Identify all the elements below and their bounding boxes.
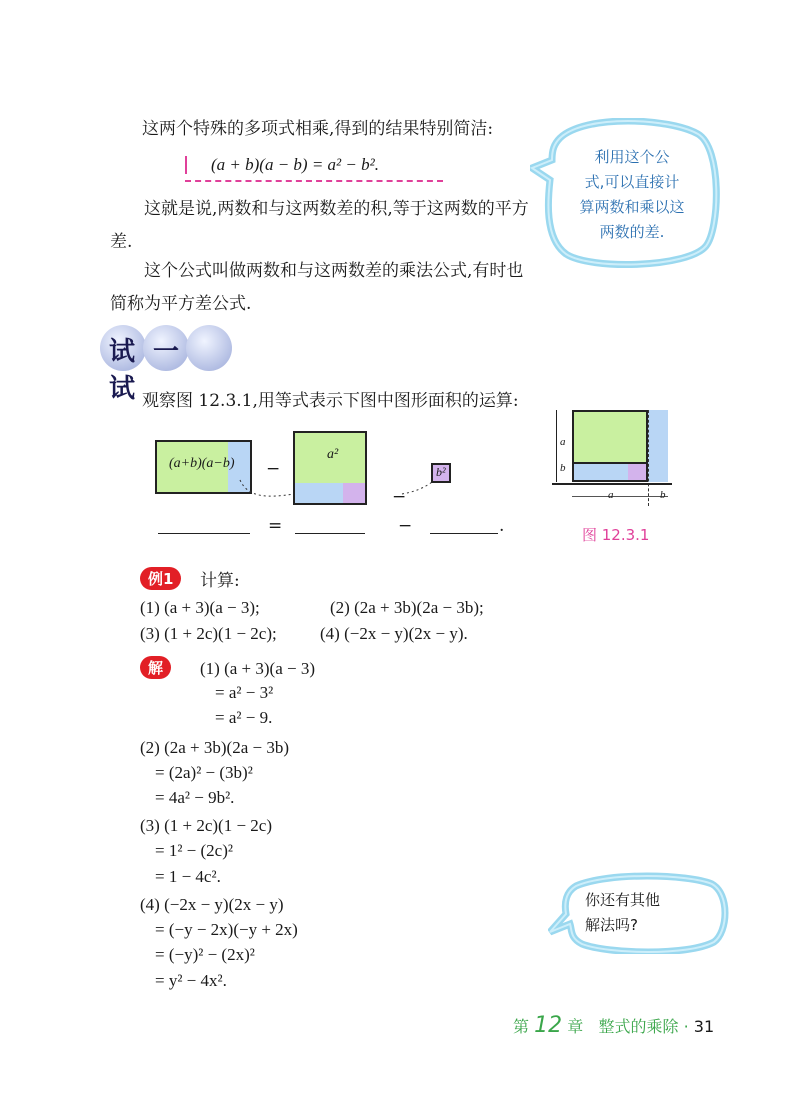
footer-separator: · bbox=[683, 1017, 689, 1036]
solution-line: = a² − 9. bbox=[215, 708, 273, 727]
fig-label-a-bottom: a bbox=[608, 489, 614, 501]
solution-line: = 4a² − 9b². bbox=[155, 788, 235, 807]
page-number: 31 bbox=[693, 1017, 715, 1036]
bubble-note bbox=[562, 145, 702, 245]
example-problem: (3) (1 + 2c)(1 − 2c); bbox=[140, 624, 277, 643]
bubble-line: 你还有其他 bbox=[585, 891, 661, 909]
bubble-line: 算两数和乘以这 bbox=[579, 198, 685, 216]
chapter-title: 整式的乘除 bbox=[598, 1017, 679, 1036]
solution-line: = y² − 4x². bbox=[155, 971, 227, 990]
try-title: 试一试 bbox=[109, 337, 198, 404]
solution-line: = (−y − 2x)(−y + 2x) bbox=[155, 920, 298, 939]
solution-line: (3) (1 + 2c)(1 − 2c) bbox=[140, 816, 272, 835]
fig-bottom-dimension bbox=[572, 496, 668, 497]
fig-label-a: a bbox=[560, 436, 566, 448]
solution-badge: 解 bbox=[140, 656, 171, 679]
minus-sign: − bbox=[398, 516, 413, 536]
bubble-line: 两数的差. bbox=[599, 223, 665, 241]
fig-dimension-line bbox=[556, 410, 557, 482]
square-a-purple-corner bbox=[343, 483, 365, 503]
fig-blue-right bbox=[648, 410, 668, 482]
square-b bbox=[431, 463, 451, 483]
answer-blank bbox=[295, 533, 365, 534]
intro-paragraph-2: 这就是说,两数和与这两数差的积,等于这两数的平方差. bbox=[110, 199, 529, 252]
bubble-line: 解法吗? bbox=[585, 916, 638, 934]
figure-caption: 图 12.3.1 bbox=[582, 526, 650, 544]
chapter-number: 12 bbox=[534, 1013, 563, 1038]
chapter-prefix: 第 bbox=[513, 1017, 530, 1036]
minus-sign: − bbox=[392, 487, 407, 507]
solution-line: (1) (a + 3)(a − 3) bbox=[200, 659, 315, 678]
try-prompt: 观察图 12.3.1,用等式表示下图中图形面积的运算: bbox=[142, 391, 519, 411]
formula-bar bbox=[185, 156, 187, 174]
equals-sign: = bbox=[268, 516, 283, 536]
solution-line: = a² − 3² bbox=[215, 683, 274, 702]
box2-label: a² bbox=[327, 447, 339, 462]
example-problem: (4) (−2x − y)(2x − y). bbox=[320, 624, 468, 643]
example-title: 计算: bbox=[200, 571, 240, 591]
box3-label: b² bbox=[436, 465, 446, 479]
formula-box bbox=[185, 152, 443, 182]
figure-12-3-1 bbox=[572, 410, 668, 506]
bubble-line: 式,可以直接计 bbox=[584, 173, 680, 191]
try-section-header bbox=[100, 325, 230, 404]
fig-label-b-bottom: b bbox=[660, 489, 666, 501]
solution-line: = (2a)² − (3b)² bbox=[155, 763, 253, 782]
fig-dashed-line bbox=[648, 410, 649, 506]
page-footer bbox=[513, 1013, 714, 1038]
example-badge: 例1 bbox=[140, 567, 181, 590]
example-problem: (1) (a + 3)(a − 3); bbox=[140, 598, 260, 617]
fig-divider bbox=[572, 462, 648, 464]
intro-line: 这两个特殊的多项式相乘,得到的结果特别简洁: bbox=[142, 119, 494, 139]
solution-line: = (−y)² − (2x)² bbox=[155, 945, 255, 964]
solution-line: (2) (2a + 3b)(2a − 3b) bbox=[140, 738, 289, 757]
solution-line: (4) (−2x − y)(2x − y) bbox=[140, 895, 284, 914]
chapter-suffix: 章 bbox=[567, 1017, 584, 1036]
answer-blank bbox=[430, 533, 498, 534]
box1-label: (a+b)(a−b) bbox=[169, 456, 235, 471]
example-problem: (2) (2a + 3b)(2a − 3b); bbox=[330, 598, 484, 617]
dotted-connector bbox=[400, 478, 434, 498]
period: . bbox=[499, 516, 505, 536]
bubble-question bbox=[585, 888, 705, 938]
solution-line: = 1² − (2c)² bbox=[155, 841, 233, 860]
solution-line: = 1 − 4c². bbox=[155, 867, 221, 886]
fig-bottom-line bbox=[552, 483, 672, 485]
minus-sign: − bbox=[266, 459, 281, 479]
dotted-connector bbox=[238, 478, 298, 508]
fig-outline bbox=[572, 410, 648, 482]
answer-blank bbox=[158, 533, 250, 534]
bubble-line: 利用这个公 bbox=[594, 148, 670, 166]
intro-paragraph-3: 这个公式叫做两数和与这两数差的乘法公式,有时也简称为平方差公式. bbox=[110, 261, 524, 314]
fig-label-b: b bbox=[560, 462, 566, 474]
square-a bbox=[293, 431, 367, 505]
difference-of-squares-formula: (a + b)(a − b) = a² − b². bbox=[211, 155, 379, 174]
